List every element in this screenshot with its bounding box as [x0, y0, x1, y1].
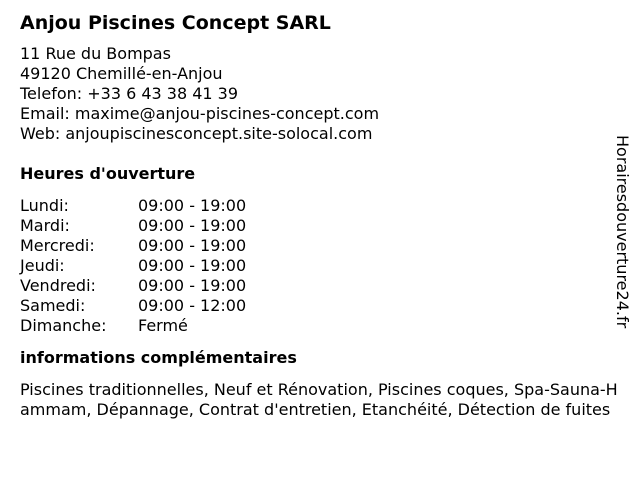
hours-row-sunday	[20, 316, 620, 336]
address-city: 49120 Chemillé-en-Anjou	[20, 64, 223, 83]
day-label: Samedi:	[20, 296, 86, 315]
phone-number[interactable]: Telefon: +33 6 43 38 41 39	[20, 84, 239, 103]
info-heading: informations complémentaires	[20, 348, 297, 367]
day-label: Dimanche:	[20, 316, 107, 335]
business-name: Anjou Piscines Concept SARL	[20, 12, 331, 34]
site-watermark: Horairesdouverture24.fr	[613, 135, 632, 329]
day-hours: 09:00 - 12:00	[138, 296, 247, 315]
day-label: Mercredi:	[20, 236, 95, 255]
day-label: Vendredi:	[20, 276, 96, 295]
services-description: Piscines traditionnelles, Neuf et Rénovation, Piscines coques, Spa-Sauna-Hammam, Dépannage, Contrat d'entretien, Etanchéité, Détection de fuites	[20, 380, 618, 419]
hours-row-thursday	[20, 256, 620, 276]
day-hours: 09:00 - 19:00	[138, 276, 247, 295]
hours-row-friday	[20, 276, 620, 296]
day-hours: 09:00 - 19:00	[138, 236, 247, 255]
business-card	[20, 10, 620, 420]
hours-heading: Heures d'ouverture	[20, 164, 196, 183]
hours-row-monday	[20, 196, 620, 216]
day-label: Mardi:	[20, 216, 70, 235]
hours-row-saturday	[20, 296, 620, 316]
email-address[interactable]: Email: maxime@anjou-piscines-concept.com	[20, 104, 380, 123]
day-hours: Fermé	[138, 316, 188, 335]
day-hours: 09:00 - 19:00	[138, 256, 247, 275]
day-label: Lundi:	[20, 196, 69, 215]
website-link[interactable]: Web: anjoupiscinesconcept.site-solocal.com	[20, 124, 373, 143]
hours-table	[20, 196, 620, 336]
hours-row-tuesday	[20, 216, 620, 236]
hours-row-wednesday	[20, 236, 620, 256]
address-street: 11 Rue du Bompas	[20, 44, 171, 63]
day-hours: 09:00 - 19:00	[138, 196, 247, 215]
day-label: Jeudi:	[20, 256, 65, 275]
day-hours: 09:00 - 19:00	[138, 216, 247, 235]
